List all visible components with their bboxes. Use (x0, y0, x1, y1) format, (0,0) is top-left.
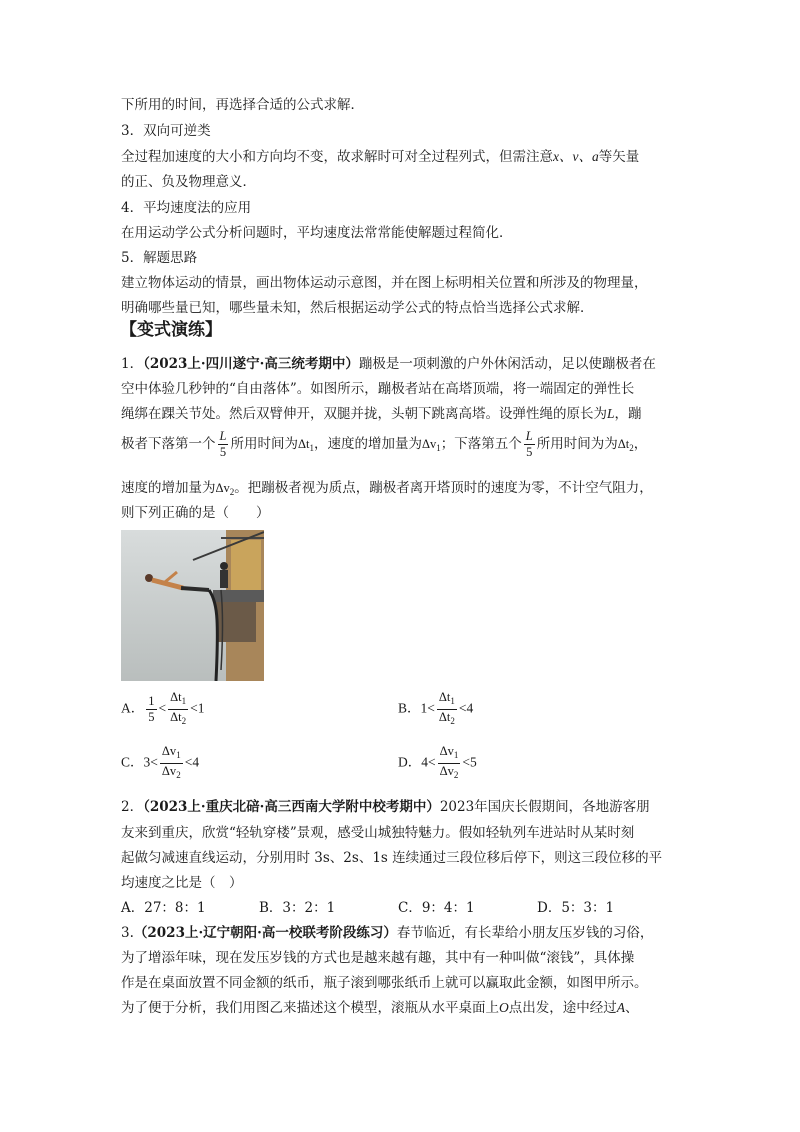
q1-line-1: 1．（2023上·四川遂宁·高三统考期中）蹦极是一项刺激的户外休闲活动，足以使蹦极者在 (121, 356, 656, 372)
paragraph-solution-2: 明确哪些量已知，哪些量未知，然后根据运动学公式的特点恰当选择公式求解． (121, 300, 594, 316)
heading-average-velocity: 4．平均速度法的应用 (121, 200, 252, 216)
paragraph-bidirectional-1: 全过程加速度的大小和方向均不变，故求解时可对全过程列式，但需注意x、v、a等矢量 (121, 149, 640, 165)
bungee-jump-photo (121, 530, 264, 681)
q1-line-4: 极者下落第一个 $\frac{L}{5}$ 所用时间为$\Delta t_1$，速度的增加量为$\Delta v_1$；下落第五个 $\frac{L}{5}$ 所用时间为为$\Delta t_2$， (121, 429, 648, 459)
q1-option-b[interactable]: B．1< $\frac{\Delta t_1}{\Delta t_2}$ <4 (398, 690, 474, 726)
q1-line-2: 空中体验几秒钟的“自由落体”。如图所示，蹦极者站在高塔顶端，将一端固定的弹性长 (121, 381, 635, 397)
q2-source: （2023上·重庆北碚·高三西南大学附中校考期中） (143, 799, 440, 815)
q1-line-3: 绳绑在踝关节处。然后双臂伸开，双腿并拢，头朝下跳离高塔。设弹性绳的原长为L，蹦 (121, 406, 642, 422)
q3-line-3: 作是在桌面放置不同金额的纸币，瓶子滚到哪张纸币上就可以赢取此金额，如图甲所示。 (121, 975, 648, 991)
q3-line-2: 为了增添年味，现在发压岁钱的方式也是越来越有趣，其中有一种叫做“滚钱”，具体操 (121, 950, 635, 966)
q1-line-5: 速度的增加量为$\Delta v_2$。把蹦极者视为质点，蹦极者离开塔顶时的速度为零，不计空气阻力， (121, 480, 653, 497)
heading-bidirectional: 3．双向可逆类 (121, 123, 211, 139)
q2-option-c[interactable]: C．9：4：1 (398, 900, 475, 916)
q2-line-4: 均速度之比是（ ） (121, 875, 243, 891)
paragraph-solution-1: 建立物体运动的情景，画出物体运动示意图，并在图上标明相关位置和所涉及的物理量， (121, 275, 648, 291)
q3-source: （2023上·辽宁朝阳·高一校联考阶段练习） (133, 925, 397, 941)
var-L: L (607, 406, 615, 421)
paragraph-average-velocity: 在用运动学公式分析问题时，平均速度法常常能使解题过程简化． (121, 225, 513, 241)
q1-source: （2023上·四川遂宁·高三统考期中） (143, 356, 359, 372)
q3-line-4: 为了便于分析，我们用图乙来描述这个模型，滚瓶从水平桌面上O点出发，途中经过A、 (121, 1000, 639, 1016)
q2-line-2: 友来到重庆，欣赏“轻轨穿楼”景观，感受山城独特魅力。假如轻轨列车进站时从某时刻 (121, 825, 635, 841)
fraction-L-over-5: $\frac{L}{5}$ (219, 429, 227, 459)
q3-line-1: 3.（2023上·辽宁朝阳·高一校联考阶段练习）春节临近，有长辈给小朋友压岁钱的习俗， (121, 925, 654, 941)
q2-line-3: 起做匀减速直线运动，分别用时 3s、2s、1s 连续通过三段位移后停下，则这三段位移的平 (121, 850, 663, 866)
q2-option-b[interactable]: B．3：2：1 (259, 900, 336, 916)
heading-solution-approach: 5．解题思路 (121, 250, 198, 266)
q2-option-d[interactable]: D．5：3：1 (537, 900, 615, 916)
section-title: 【变式演练】 (120, 320, 222, 340)
paragraph-bidirectional-2: 的正、负及物理意义． (121, 174, 256, 190)
intro-line-1: 下所用的时间，再选择合适的公式求解． (121, 97, 364, 113)
q1-option-c[interactable]: C．3< $\frac{\Delta v_1}{\Delta v_2}$ <4 (121, 744, 200, 780)
q2-line-1: 2．（2023上·重庆北碚·高三西南大学附中校考期中）2023年国庆长假期间，各地游客朋 (121, 799, 650, 815)
q1-option-d[interactable]: D．4< $\frac{\Delta v_1}{\Delta v_2}$ <5 (398, 744, 477, 780)
q1-line-6: 则下列正确的是（ ） (121, 505, 270, 521)
q1-option-a[interactable]: A． $\frac{1}{5}$ < $\frac{\Delta t_1}{\Delta t_2}$ <1 (121, 690, 205, 726)
fraction-L-over-5-second: $\frac{L}{5}$ (525, 429, 533, 459)
q2-option-a[interactable]: A．27：8：1 (121, 900, 206, 916)
